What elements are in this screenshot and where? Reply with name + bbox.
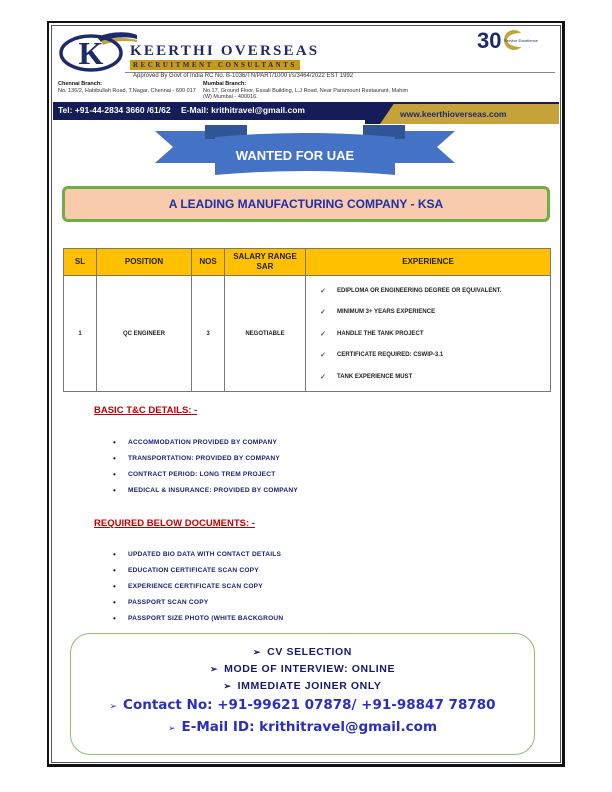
contact-line [70,697,535,713]
cell-experience [306,276,551,392]
info-line [70,663,535,675]
documents-list [113,546,283,627]
approval-text: Approved By Govt of India RC No. B-1036/TN/PART/1000 i/s/3464/2022 EST 1992 [133,73,354,79]
info-text: IMMEDIATE JOINER ONLY [237,680,382,692]
table-row [64,276,551,392]
header-nos: NOS [192,249,225,276]
experience-text: CERTIFICATE REQUIRED: CSWIP-3.1 [337,352,444,358]
telephone: Tel: +91-44-2834 3660 /61/62 [58,105,171,115]
brand-subtitle: RECRUITMENT CONSULTANTS [130,60,300,70]
tc-heading: BASIC T&C DETAILS: - [94,405,198,416]
branch-address: No.17, Ground Floor, Essali Building, L.J Road, Near Paramount Restaurant, Mahim (W) Mumbai - 400016. [203,87,409,100]
branch-mumbai [203,81,413,101]
check-icon: ✓ [320,373,326,381]
company-logo [57,29,137,73]
bullet-icon: • [113,565,117,575]
list-item [113,450,298,466]
list-item [113,562,283,578]
experience-text: HANDLE THE TANK PROJECT [337,330,424,337]
arrow-icon: ➢ [253,647,262,657]
list-item-text: ACCOMMODATION PROVIDED BY COMPANY [128,438,278,446]
list-item [113,546,283,562]
list-item-text: MEDICAL & INSURANCE: PROVIDED BY COMPANY [128,487,298,495]
info-text: MODE OF INTERVIEW: ONLINE [224,663,396,675]
arrow-icon: ➢ [109,702,118,712]
header-experience: EXPERIENCE [306,249,551,276]
experience-text: EDIPLOMA OR ENGINEERING DEGREE OR EQUIVALENT. [337,287,502,294]
arrow-icon: ➢ [223,681,232,691]
branch-label: Mumbai Branch: [203,81,247,87]
list-item-text: PASSPORT SCAN COPY [128,599,209,607]
bullet-icon: • [113,614,117,624]
cell-salary: NEGOTIABLE [225,276,306,392]
cell-sl: 1 [64,276,97,392]
website-link[interactable]: www.keerthioverseas.com [400,109,507,119]
experience-item [320,344,549,366]
bullet-icon: • [113,486,117,496]
branch-chennai [58,81,198,94]
header-position: POSITION [97,249,192,276]
badge-text: Service Excellence [504,38,538,43]
banner-title: WANTED FOR UAE [235,148,355,163]
header-sl: SL [64,249,97,276]
experience-item [320,323,549,345]
experience-text: TANK EXPERIENCE MUST [337,373,413,380]
experience-text: MINIMUM 3+ YEARS EXPERIENCE [337,309,436,315]
check-icon: ✓ [320,352,326,359]
list-item [113,578,283,594]
branch-label: Chennai Branch: [58,81,103,87]
check-icon: ✓ [320,330,326,338]
email-line [70,719,535,735]
list-item-text: CONTRACT PERIOD: LONG TREM PROJECT [128,470,276,478]
company-title: A LEADING MANUFACTURING COMPANY - KSA [168,197,444,211]
arrow-icon: ➢ [167,724,176,734]
header-email: E-Mail: krithitravel@gmail.com [180,105,305,115]
list-item-text: TRANSPORTATION: PROVIDED BY COMPANY [128,454,280,462]
check-icon: ✓ [320,287,326,295]
list-item-text: EXPERIENCE CERTIFICATE SCAN COPY [128,582,263,590]
check-icon: ✓ [320,309,326,316]
bullet-icon: • [113,453,117,463]
bullet-icon: • [113,469,117,479]
info-line [70,646,535,658]
list-item [113,595,283,611]
experience-item [320,301,549,323]
contact-email[interactable]: E-Mail ID: krithitravel@gmail.com [181,719,438,735]
jobs-table [63,248,551,392]
header-contact [58,105,305,115]
arrow-icon: ➢ [209,664,219,674]
list-item-text: UPDATED BIO DATA WITH CONTACT DETAILS [128,550,282,558]
cell-position: QC ENGINEER [97,276,192,392]
badge-number: 30 [477,29,502,51]
bullet-icon: • [113,581,117,591]
header-salary: SALARY RANGE SAR [225,249,306,276]
bullet-icon: • [113,549,117,559]
bullet-icon: • [113,598,117,608]
branch-address: No. 136/2, Habibullah Road, T.Nagar, Chennai - 600 017 [58,87,196,94]
list-item [113,611,283,627]
table-header-row [64,249,551,276]
tc-list [113,434,298,499]
list-item-text: EDUCATION CERTIFICATE SCAN COPY [128,566,259,574]
documents-heading: REQUIRED BELOW DOCUMENTS: - [94,518,255,529]
experience-item [320,280,549,302]
info-line [70,680,535,692]
experience-item [320,366,549,388]
list-item [113,483,298,499]
list-item [113,434,298,450]
anniversary-badge [477,29,539,51]
cell-nos: 3 [192,276,225,392]
brand-name: KEERTHI OVERSEAS [130,43,320,59]
list-item [113,466,298,482]
info-text: CV SELECTION [267,646,352,658]
list-item-text: PASSPORT SIZE PHOTO (WHITE BACKGROUN [128,615,284,623]
bullet-icon: • [113,437,117,447]
contact-numbers[interactable]: Contact No: +91-99621 07878/ +91-98847 78780 [123,697,496,713]
logo-letter: K [78,35,104,71]
